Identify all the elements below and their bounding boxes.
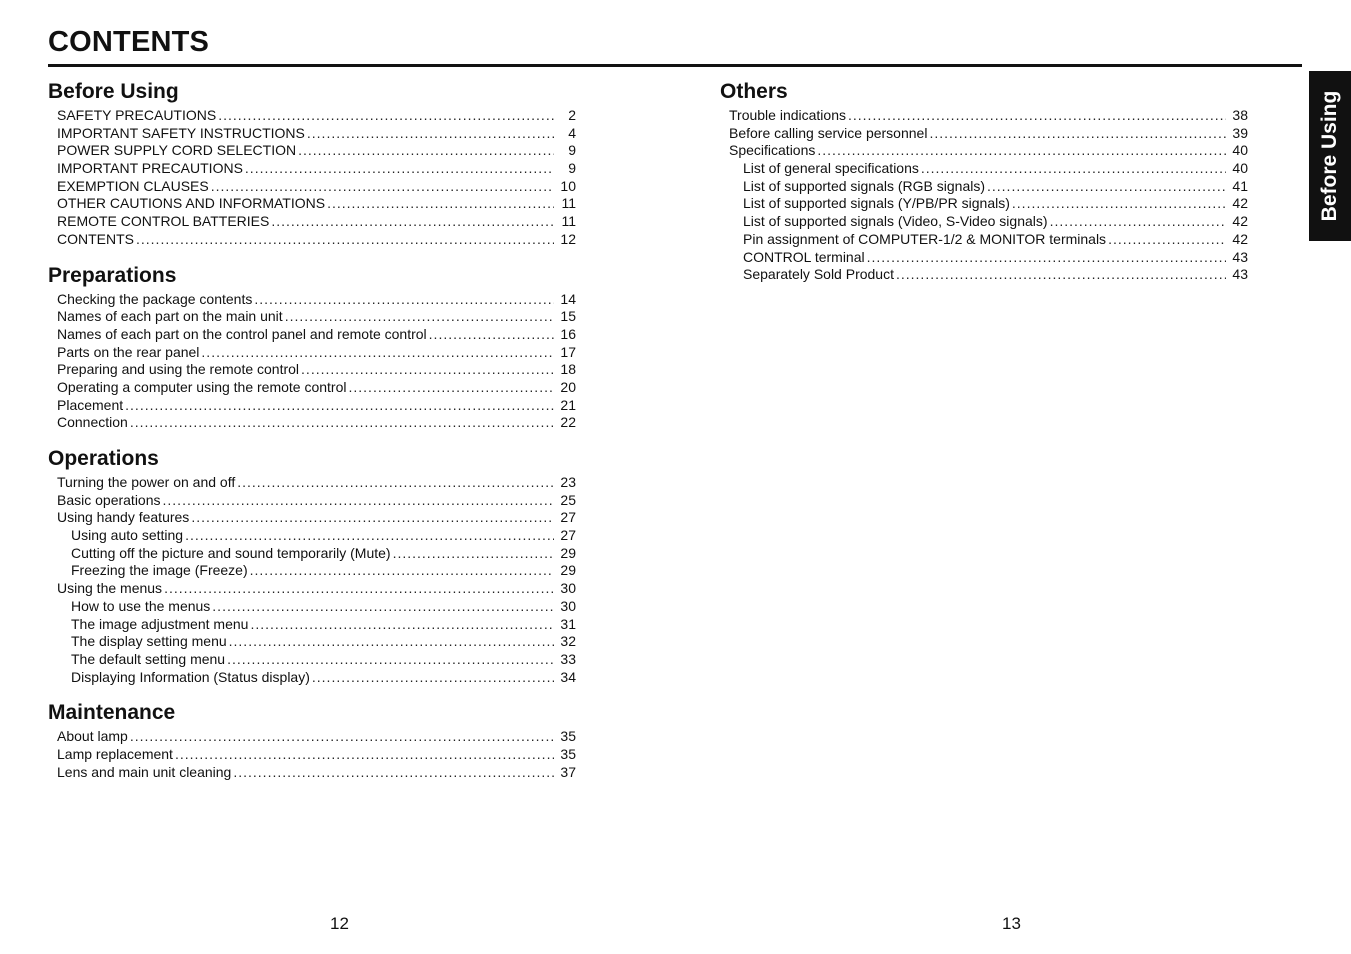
toc-entry-label: The display setting menu (71, 633, 227, 650)
section-tab (1309, 71, 1351, 241)
toc-entry-label: List of supported signals (Y/PB/PR signals) (743, 195, 1010, 212)
dot-leader (298, 142, 554, 160)
toc-entry-page: 31 (560, 615, 576, 632)
toc-entry[interactable] (48, 414, 576, 432)
toc-entry-label: Placement (57, 396, 124, 413)
title-divider (48, 64, 1302, 67)
toc-entry[interactable] (48, 361, 576, 379)
toc-entry-label: How to use the menus (71, 597, 211, 614)
dot-leader (349, 379, 555, 397)
dot-leader (1050, 213, 1226, 231)
dot-leader (130, 728, 554, 746)
page-number-left: 12 (330, 914, 349, 933)
dot-leader (212, 598, 554, 616)
dot-leader (271, 213, 554, 231)
toc-entry-label: Names of each part on the main unit (57, 308, 283, 325)
toc-entry-label: Using auto setting (71, 527, 184, 544)
section-heading: Preparations (48, 263, 177, 287)
toc-entry-page: 43 (1232, 248, 1248, 265)
toc-entry[interactable] (720, 195, 1248, 213)
toc-entry-page: 14 (560, 290, 576, 307)
toc-entry[interactable] (48, 580, 576, 598)
toc-entry[interactable] (48, 746, 576, 764)
toc-entry-label: Names of each part on the control panel and remote control (57, 325, 427, 342)
toc-entry-page: 38 (1232, 107, 1248, 123)
toc-entry[interactable] (48, 492, 576, 510)
toc-entry-page: 29 (560, 562, 576, 579)
dot-leader (327, 195, 554, 213)
dot-leader (185, 527, 554, 545)
toc-entry[interactable] (48, 107, 576, 125)
section-heading: Maintenance (48, 701, 176, 725)
toc-entry-label: The default setting menu (71, 650, 226, 667)
dot-leader (136, 231, 554, 249)
toc-entry-page: 9 (568, 142, 576, 159)
toc-entry-page: 33 (560, 650, 576, 667)
toc-entry[interactable] (48, 326, 576, 344)
toc-entry-label: About lamp (57, 728, 128, 745)
toc-entry-page: 30 (560, 597, 576, 614)
toc-entry-page: 20 (560, 378, 576, 395)
toc-entry-page: 11 (561, 213, 576, 230)
dot-leader (285, 308, 554, 326)
toc-entry-label: POWER SUPPLY CORD SELECTION (57, 142, 297, 159)
toc-entry-label: IMPORTANT SAFETY INSTRUCTIONS (57, 124, 305, 141)
dot-leader (1108, 231, 1226, 249)
toc-entry-label: Turning the power on and off (57, 474, 236, 490)
toc-entry[interactable] (720, 142, 1248, 160)
toc-entry-list (48, 728, 576, 781)
toc-entry-label: Trouble indications (729, 107, 846, 123)
toc-entry-page: 12 (560, 230, 576, 247)
section-tab-label: Before Using (1318, 90, 1341, 222)
dot-leader (211, 178, 554, 196)
toc-entry[interactable] (48, 160, 576, 178)
toc-entry-label: The image adjustment menu (71, 615, 249, 632)
toc-entry-label: CONTENTS (57, 230, 134, 247)
dot-leader (301, 361, 554, 379)
toc-entry-label: List of supported signals (RGB signals) (743, 177, 985, 194)
toc-entry-label: Preparing and using the remote control (57, 361, 300, 378)
toc-entry[interactable] (720, 125, 1248, 143)
toc-entry-list (48, 107, 576, 249)
toc-entry-label: SAFETY PRECAUTIONS (57, 107, 217, 123)
section-heading: Operations (48, 447, 159, 470)
toc-entry-page: 4 (568, 124, 576, 141)
toc-entry-page: 39 (1232, 124, 1248, 141)
toc-entry[interactable] (48, 562, 576, 580)
dot-leader (848, 107, 1226, 125)
toc-section (48, 445, 576, 686)
toc-entry-label: OTHER CAUTIONS AND INFORMATIONS (57, 195, 326, 212)
dot-leader (229, 633, 554, 651)
toc-entry-page: 22 (560, 414, 576, 431)
toc-entry[interactable] (48, 195, 576, 213)
toc-entry[interactable] (48, 379, 576, 397)
toc-entry-page: 17 (560, 343, 576, 360)
dot-leader (817, 142, 1226, 160)
toc-entry-label: Operating a computer using the remote control (57, 378, 347, 395)
toc-entry[interactable] (48, 213, 576, 231)
toc-entry-label: Lamp replacement (57, 745, 173, 762)
dot-leader (233, 764, 554, 782)
toc-entry[interactable] (48, 616, 576, 634)
toc-entry-list (720, 107, 1248, 284)
toc-entry-page: 42 (1232, 230, 1248, 247)
toc-entry-page: 34 (560, 668, 576, 685)
toc-entry[interactable] (48, 651, 576, 669)
toc-entry[interactable] (720, 249, 1248, 267)
toc-section (720, 78, 1248, 284)
toc-entry-page: 27 (560, 509, 576, 526)
toc-entry-page: 30 (560, 580, 576, 597)
toc-entry-label: List of supported signals (Video, S-Video signals) (743, 213, 1048, 230)
toc-entry[interactable] (48, 669, 576, 687)
page-number-right: 13 (1002, 914, 1021, 933)
toc-entry-page: 18 (560, 361, 576, 378)
toc-entry-page: 40 (1232, 142, 1248, 159)
dot-leader (245, 160, 554, 178)
dot-leader (201, 344, 554, 362)
toc-entry-page: 11 (561, 195, 576, 212)
toc-entry[interactable] (48, 142, 576, 160)
dot-leader (237, 474, 554, 492)
dot-leader (254, 291, 554, 309)
dot-leader (312, 669, 554, 687)
dot-leader (163, 492, 554, 510)
dot-leader (896, 266, 1226, 284)
dot-leader (164, 580, 554, 598)
toc-entry[interactable] (48, 308, 576, 326)
toc-entry-page: 2 (568, 107, 576, 123)
toc-entry[interactable] (48, 545, 576, 563)
toc-entry[interactable] (48, 231, 576, 249)
toc-entry-page: 32 (560, 633, 576, 650)
toc-entry[interactable] (48, 764, 576, 782)
toc-entry-list (48, 291, 576, 433)
toc-entry-page: 23 (560, 474, 576, 490)
dot-leader (929, 125, 1226, 143)
toc-entry-page: 16 (560, 325, 576, 342)
toc-entry-label: Basic operations (57, 491, 161, 508)
toc-entry-label: Checking the package contents (57, 290, 253, 307)
dot-leader (429, 326, 554, 344)
toc-entry-label: Freezing the image (Freeze) (71, 562, 248, 579)
section-heading: Others (720, 80, 788, 103)
toc-entry-label: Specifications (729, 142, 816, 159)
toc-entry-label: Separately Sold Product (743, 266, 894, 283)
toc-entry-page: 41 (1232, 177, 1248, 194)
toc-entry[interactable] (720, 178, 1248, 196)
toc-entry-page: 9 (568, 160, 576, 177)
toc-entry[interactable] (48, 397, 576, 415)
page-title: CONTENTS (48, 26, 210, 58)
toc-entry-label: Connection (57, 414, 128, 431)
toc-entry-page: 27 (560, 527, 576, 544)
toc-entry-label: CONTROL terminal (743, 248, 865, 265)
toc-entry[interactable] (48, 178, 576, 196)
toc-section (48, 78, 576, 249)
dot-leader (227, 651, 554, 669)
dot-leader (125, 397, 554, 415)
toc-entry-page: 25 (560, 491, 576, 508)
toc-entry-label: List of general specifications (743, 160, 919, 177)
toc-entry[interactable] (48, 291, 576, 309)
toc-entry-page: 35 (560, 728, 576, 745)
toc-entry[interactable] (48, 598, 576, 616)
dot-leader (307, 125, 554, 143)
toc-entry-label: Cutting off the picture and sound temporarily (Mute) (71, 544, 391, 561)
toc-entry-label: REMOTE CONTROL BATTERIES (57, 213, 270, 230)
toc-entry[interactable] (720, 231, 1248, 249)
right-column (720, 78, 1248, 297)
toc-entry[interactable] (48, 344, 576, 362)
toc-entry-page: 42 (1232, 195, 1248, 212)
toc-entry-page: 35 (560, 745, 576, 762)
dot-leader (218, 107, 554, 125)
toc-entry-label: Using the menus (57, 580, 163, 597)
toc-entry-page: 10 (560, 177, 576, 194)
toc-entry[interactable] (48, 125, 576, 143)
toc-entry-page: 37 (560, 763, 576, 780)
toc-section (48, 262, 576, 433)
toc-entry-page: 21 (560, 396, 576, 413)
toc-entry-label: Pin assignment of COMPUTER-1/2 & MONITOR terminals (743, 230, 1107, 247)
toc-entry-label: Using handy features (57, 509, 190, 526)
toc-entry-page: 42 (1232, 213, 1248, 230)
toc-entry-page: 29 (560, 544, 576, 561)
toc-entry-label: Parts on the rear panel (57, 343, 200, 360)
toc-entry[interactable] (720, 107, 1248, 125)
toc-entry[interactable] (48, 527, 576, 545)
toc-entry[interactable] (48, 728, 576, 746)
dot-leader (175, 746, 554, 764)
toc-entry[interactable] (720, 266, 1248, 284)
toc-entry-label: Before calling service personnel (729, 124, 928, 141)
toc-entry-page: 15 (560, 308, 576, 325)
toc-entry-label: Lens and main unit cleaning (57, 763, 232, 780)
dot-leader (130, 414, 554, 432)
toc-entry-label: IMPORTANT PRECAUTIONS (57, 160, 243, 177)
toc-entry[interactable] (48, 474, 576, 492)
dot-leader (987, 178, 1226, 196)
toc-entry[interactable] (720, 213, 1248, 231)
toc-section (48, 699, 576, 781)
toc-entry[interactable] (48, 509, 576, 527)
dot-leader (921, 160, 1226, 178)
toc-entry-page: 40 (1232, 160, 1248, 177)
dot-leader (867, 249, 1226, 267)
toc-entry-list (48, 474, 576, 686)
left-column (48, 78, 576, 794)
toc-entry[interactable] (720, 160, 1248, 178)
toc-entry-label: Displaying Information (Status display) (71, 668, 310, 685)
toc-entry[interactable] (48, 633, 576, 651)
toc-entry-page: 43 (1232, 266, 1248, 283)
dot-leader (1012, 195, 1226, 213)
toc-entry-label: EXEMPTION CLAUSES (57, 177, 209, 194)
dot-leader (250, 562, 554, 580)
dot-leader (393, 545, 554, 563)
dot-leader (191, 509, 554, 527)
section-heading: Before Using (48, 80, 179, 103)
dot-leader (250, 616, 554, 634)
